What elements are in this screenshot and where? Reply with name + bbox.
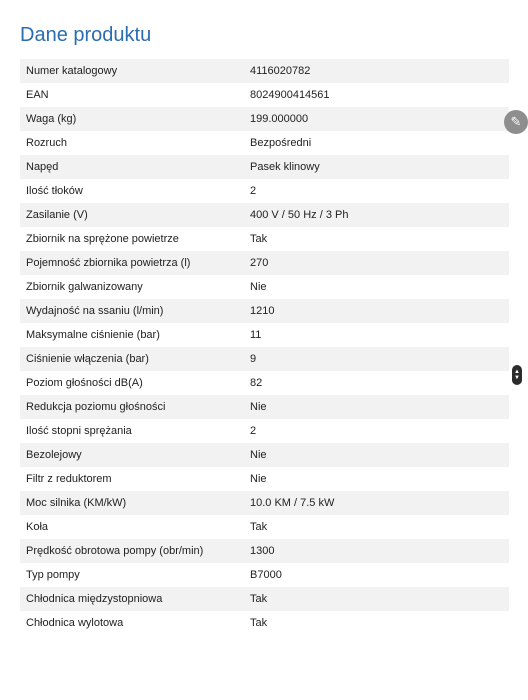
spec-value: 199.000000 (250, 113, 309, 125)
spec-label: Zbiornik galwanizowany (26, 281, 143, 293)
spec-value: Tak (250, 593, 268, 605)
spec-label: Chłodnica wylotowa (26, 617, 124, 629)
spec-value: Bezpośredni (250, 137, 312, 149)
spec-label: EAN (26, 89, 49, 101)
spec-value: 1210 (250, 305, 275, 317)
spec-label: Ilość tłoków (26, 185, 83, 197)
spec-row (20, 611, 509, 635)
spec-row (20, 323, 509, 347)
page-title: Dane produktu (20, 24, 152, 46)
spec-row (20, 347, 509, 371)
spec-value: 2 (250, 425, 257, 437)
spec-row (20, 539, 509, 563)
spec-value: Nie (250, 281, 267, 293)
spec-value: 4116020782 (250, 65, 311, 77)
spec-label: Zbiornik na sprężone powietrze (26, 233, 179, 245)
spec-label: Prędkość obrotowa pompy (obr/min) (26, 545, 204, 557)
spec-value: Tak (250, 617, 268, 629)
spec-label: Typ pompy (26, 569, 80, 581)
spec-label: Ciśnienie włączenia (bar) (26, 353, 149, 365)
spec-row (20, 371, 509, 395)
spec-label: Wydajność na ssaniu (l/min) (26, 305, 164, 317)
spec-value: Pasek klinowy (250, 161, 320, 173)
spec-value: Nie (250, 473, 267, 485)
spec-row (20, 443, 509, 467)
spec-value: 2 (250, 185, 257, 197)
spec-value: 400 V / 50 Hz / 3 Ph (250, 209, 349, 221)
spec-value: 9 (250, 353, 257, 365)
spec-label: Napęd (26, 161, 59, 173)
spec-row (20, 155, 509, 179)
spec-label: Chłodnica międzystopniowa (26, 593, 163, 605)
spec-row (20, 59, 509, 83)
spec-label: Koła (26, 521, 49, 533)
spec-label: Pojemność zbiornika powietrza (l) (26, 257, 191, 269)
spec-label: Moc silnika (KM/kW) (26, 497, 127, 509)
spec-row (20, 563, 509, 587)
spec-row (20, 395, 509, 419)
spec-row (20, 515, 509, 539)
spec-row (20, 83, 509, 107)
spec-row (20, 299, 509, 323)
spec-row (20, 107, 509, 131)
spec-value: Nie (250, 449, 267, 461)
spec-value: 11 (250, 329, 262, 341)
spec-row (20, 179, 509, 203)
spec-value: Tak (250, 233, 268, 245)
spec-label: Filtr z reduktorem (26, 473, 112, 485)
spec-label: Zasilanie (V) (26, 209, 88, 221)
spec-value: 82 (250, 377, 263, 389)
spec-label: Bezolejowy (26, 449, 82, 461)
spec-value: 270 (250, 257, 269, 269)
spec-value: 1300 (250, 545, 275, 557)
spec-label: Rozruch (26, 137, 67, 149)
spec-label: Maksymalne ciśnienie (bar) (26, 329, 160, 341)
spec-row (20, 467, 509, 491)
spec-label: Redukcja poziomu głośności (26, 401, 166, 413)
spec-value: 8024900414561 (250, 89, 330, 101)
edit-button[interactable] (504, 110, 528, 134)
spec-value: Nie (250, 401, 267, 413)
scroll-handle[interactable] (512, 365, 522, 385)
spec-label: Numer katalogowy (26, 65, 118, 77)
spec-row (20, 419, 509, 443)
spec-value: 10.0 KM / 7.5 kW (250, 497, 335, 509)
spec-value: B7000 (250, 569, 282, 581)
spec-row (20, 131, 509, 155)
spec-row (20, 587, 509, 611)
spec-label: Ilość stopni sprężania (26, 425, 132, 437)
spec-row (20, 491, 509, 515)
chevron-up-icon: ▲ (514, 369, 520, 375)
spec-label: Waga (kg) (26, 113, 77, 125)
spec-row (20, 275, 509, 299)
spec-row (20, 251, 509, 275)
pencil-icon: ✎ (510, 114, 522, 129)
spec-value: Tak (250, 521, 268, 533)
chevron-down-icon: ▼ (514, 375, 520, 381)
product-specs-table (20, 59, 509, 635)
spec-row (20, 227, 509, 251)
spec-label: Poziom głośności dB(A) (26, 377, 143, 389)
spec-row (20, 203, 509, 227)
